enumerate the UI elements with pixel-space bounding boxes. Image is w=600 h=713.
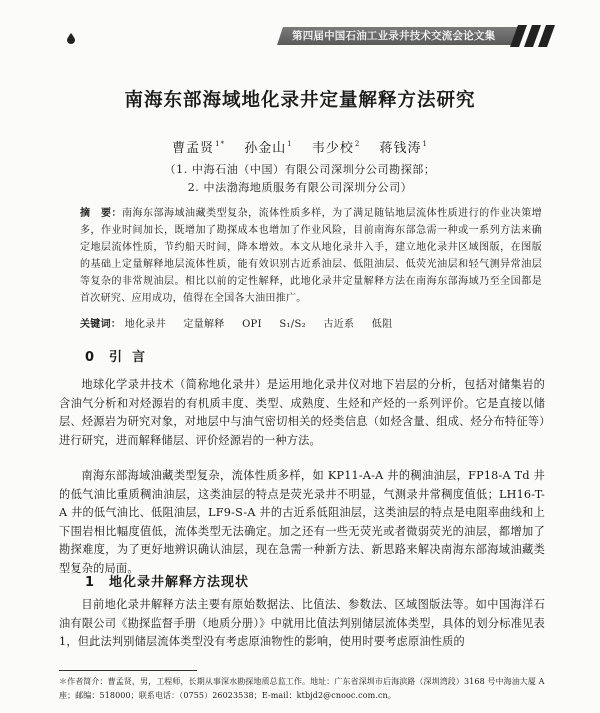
author-name: 孙金山 <box>244 141 287 156</box>
keyword: 古近系 <box>323 319 355 330</box>
abstract-label: 摘 要： <box>80 208 123 219</box>
abstract <box>80 205 542 307</box>
keyword: S₁/S₂ <box>279 319 306 330</box>
author-mark: 1* <box>215 140 226 148</box>
affiliation: 2. 中法渤海地质服务有限公司深圳分公司） <box>187 181 413 194</box>
section-number: 0 <box>85 350 96 365</box>
header-slashes-icon <box>510 25 555 47</box>
keyword: OPI <box>242 319 262 330</box>
body-paragraph: 地球化学录井技术（简称地化录井）是运用地化录井仪对地下岩层的分析，包括对储集岩的含油气分析和对烃源岩的有机质丰度、类型、成熟度、生烃和产烃的一系列评价。它是直接以储层、烃源岩为研究对象，对地层中与油气密切相关的烃类信息（如烃含量、组成、烃分布特征等）进行研究，进而解释储层、评价烃源岩的一种方法。 <box>59 378 545 447</box>
section-title: 地化录井解释方法现状 <box>109 575 250 590</box>
body-paragraph: 目前地化录井解释方法主要有原始数据法、比值法、参数法、区域图版法等。如中国海洋石油有限公司《勘探监督手册（地质分册）》中就用比值法判别储层流体类型，具体的划分标准见表 1，但此法判别储层流体类型没有考虑原油物性的影响，使用时要考虑原油性质的 <box>59 598 545 648</box>
author-mark: 2 <box>354 140 361 148</box>
author-name: 蒋钱涛 <box>379 141 422 156</box>
keyword: 地化录井 <box>124 319 166 330</box>
keyword: 低阻 <box>371 319 393 330</box>
paper-title: 南海东部海域地化录井定量解释方法研究 <box>124 90 476 111</box>
author-footnote: ＊作者简介：曹孟贤，男，工程师，长期从事深水勘探地质总监工作。地址：广东省深圳市后海滨路（深圳湾段）3168 号中海油大厦 A 座；邮编：518000；联系电话：（0755）26023538；E-mail：ktbjd2@cnooc.com.cn。 <box>59 677 545 700</box>
section-heading-1 <box>85 571 249 590</box>
author-mark: 1 <box>287 140 293 148</box>
section-number: 1 <box>85 575 96 590</box>
keyword: 定量解释 <box>183 319 225 330</box>
keywords-label: 关键词： <box>80 319 122 330</box>
affiliation: （1. 中海石油（中国）有限公司深圳分公司勘探部； <box>164 163 436 176</box>
body-paragraph: 南海东部海域油藏类型复杂，流体性质多样，如 KP11-A-A 井的稠油油层，FP18-A Td 井的低气油比重质稠油油层，这类油层的特点是荧光录井不明显，气测录井常稠度值低；LH16-T-A 井的低气油比、低阻油层，LF9-S-A 井的古近系低阻油层，这类油层的特点是电阻率曲线和上下围岩相比幅度值低，流体类型无法确定。加之还有一些无荧光或者微弱荧光的油层，都增加了勘探难度，为了更好地辨识确认油层，现在急需一种新方法、新思路来解决南海东部海域油藏类型复杂的局面。 <box>59 469 545 575</box>
author-list <box>0 137 600 156</box>
author-name: 韦少校 <box>311 141 354 156</box>
section-title: 引言 <box>109 350 156 365</box>
section-heading-intro <box>85 346 155 365</box>
footnote-rule <box>59 670 197 671</box>
keywords <box>80 315 542 330</box>
author-mark: 1 <box>422 140 428 148</box>
abstract-text: 南海东部海域油藏类型复杂，流体性质多样，为了满足随钻地层流体性质进行的作业决策增多，作业时间加长，既增加了勘探成本也增加了作业风险，目前南海东部急需一种或一系列方法来确定地层流体性质，节约船天时间，降本增效。本文从地化录井入手，建立地化录井区域图版，在图版的基础上定量解释地层流体性质，能有效识别古近系油层、低阻油层、低荧光油层和轻气测异常油层等复杂的非常规油层。相比以前的定性解释，此地化录井定量解释方法在南海东部海域乃至全国都是首次研究、应用成功，值得在全国各大油田推广。 <box>80 208 543 304</box>
drop-icon <box>67 33 75 44</box>
author-name: 曹孟贤 <box>172 141 215 156</box>
conference-name: 第四届中国石油工业录井技术交流会论文集 <box>292 30 496 42</box>
